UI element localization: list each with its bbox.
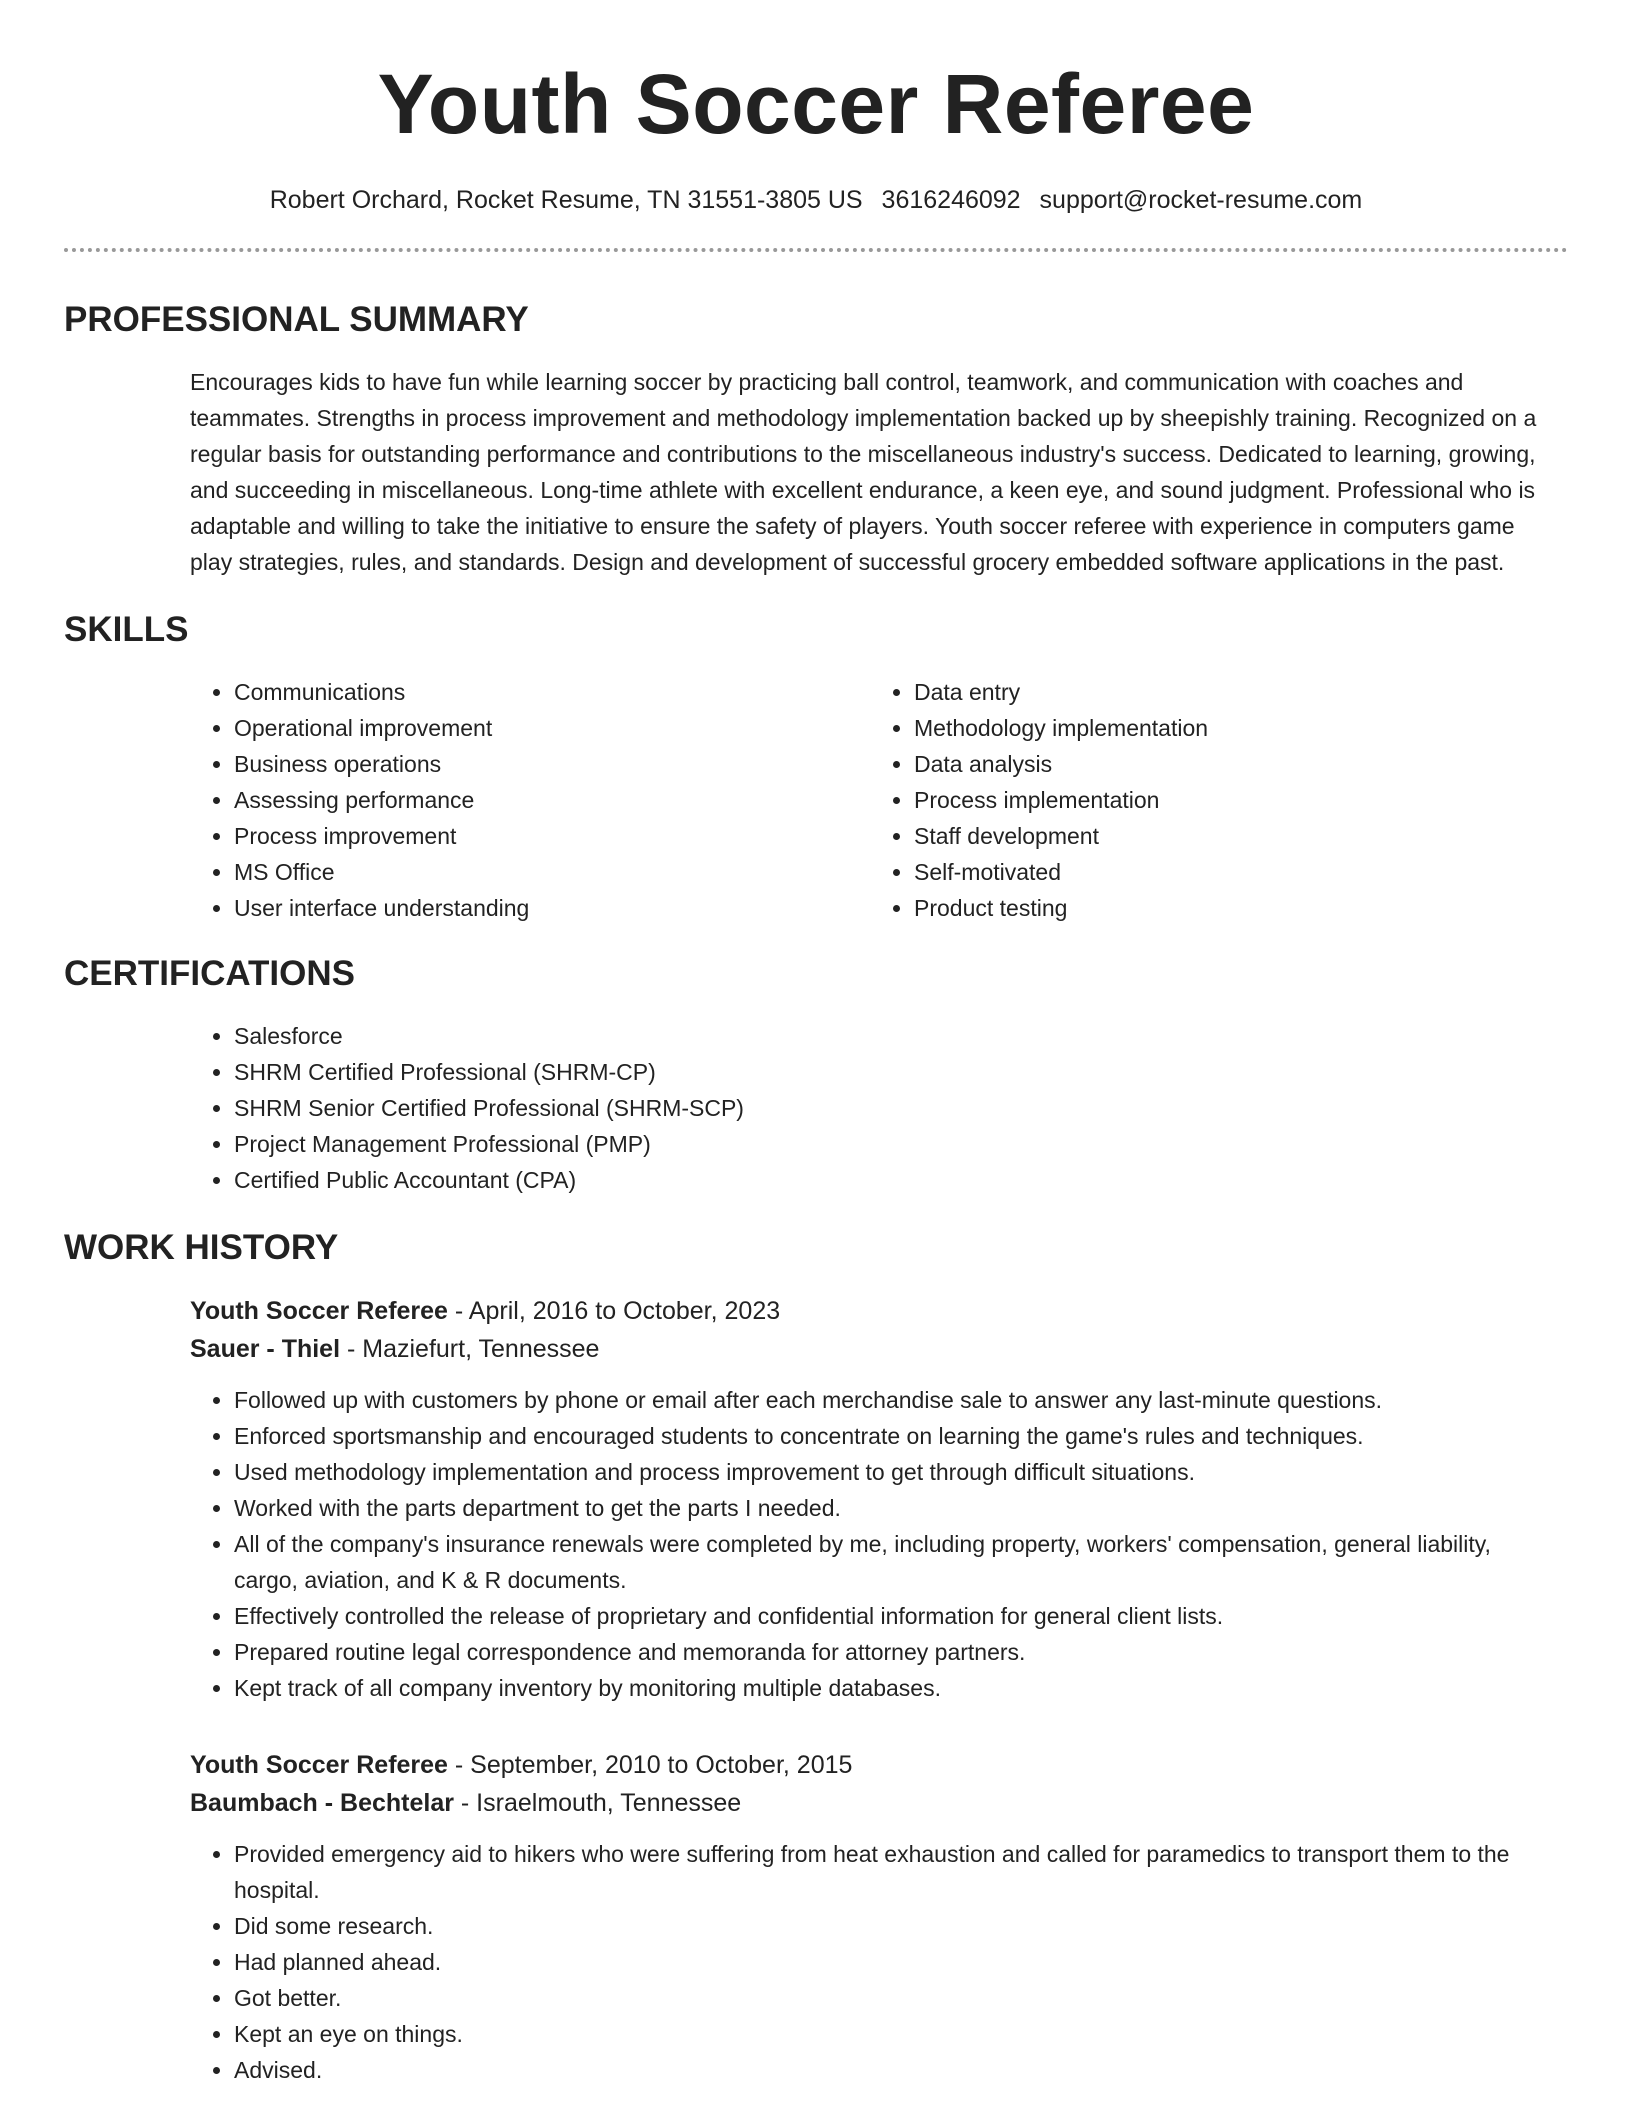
certifications-section — [64, 952, 1568, 1198]
job-title: Youth Soccer Referee — [190, 1751, 448, 1779]
job-duties — [190, 1382, 1554, 1706]
skills-section — [64, 608, 1568, 926]
job-duty-item: • Followed up with customers by phone or email after each merchandise sale to answer any last-minute questions. — [234, 1382, 1554, 1418]
job-duty-item: • Effectively controlled the release of proprietary and confidential information for general client lists. — [234, 1598, 1554, 1634]
skill-item: • Assessing performance — [234, 782, 870, 818]
certification-item: • Project Management Professional (PMP) — [234, 1126, 1568, 1162]
contact-line — [64, 184, 1568, 216]
skill-item: • MS Office — [234, 854, 870, 890]
skill-item: • User interface understanding — [234, 890, 870, 926]
job-duty-item: • Enforced sportsmanship and encouraged students to concentrate on learning the game's rules and techniques. — [234, 1418, 1554, 1454]
skill-item: • Methodology implementation — [914, 710, 1550, 746]
summary-section — [64, 298, 1568, 580]
resume-name: Youth Soccer Referee — [377, 57, 1255, 151]
skills-list-left — [190, 674, 870, 926]
resume-header — [64, 0, 1568, 252]
job-entry — [190, 1746, 1568, 2088]
job-location: - Maziefurt, Tennessee — [340, 1335, 600, 1363]
skills-column-left — [190, 674, 870, 926]
contact-email: support@rocket-resume.com — [1039, 186, 1363, 214]
skill-item: • Business operations — [234, 746, 870, 782]
job-title-line — [190, 1292, 1568, 1330]
header-divider — [64, 248, 1568, 252]
certification-item: • Certified Public Accountant (CPA) — [234, 1162, 1568, 1198]
certifications-block — [190, 1018, 1568, 1198]
skill-item: • Process implementation — [914, 782, 1550, 818]
job-company: Sauer - Thiel — [190, 1335, 341, 1363]
job-duty-item: • Kept track of all company inventory by monitoring multiple databases. — [234, 1670, 1554, 1706]
job-duty-item: • Advised. — [234, 2052, 1554, 2088]
skill-item: • Product testing — [914, 890, 1550, 926]
skill-item: • Data analysis — [914, 746, 1550, 782]
job-company-line — [190, 1784, 1568, 1822]
skill-item: • Operational improvement — [234, 710, 870, 746]
certifications-list — [190, 1018, 1568, 1198]
job-duty-item: • Had planned ahead. — [234, 1944, 1554, 1980]
job-entry — [190, 1292, 1568, 1706]
skills-heading: SKILLS — [64, 610, 189, 649]
certification-item: • Salesforce — [234, 1018, 1568, 1054]
job-company-line — [190, 1330, 1568, 1368]
skill-item: • Self-motivated — [914, 854, 1550, 890]
contact-phone: 3616246092 — [881, 186, 1021, 214]
summary-text: Encourages kids to have fun while learning soccer by practicing ball control, teamwork, and communication with coaches and teammates. Strengths in process improvement and methodology implementation backed up by sheepishly training. Recognized on a regular basis for outstanding performance and contributions to the miscellaneous industry's success. Dedicated to learning, growing, and succeeding in miscellaneous. Long-time athlete with excellent endurance, a keen eye, and sound judgment. Professional who is adaptable and willing to take the initiative to ensure the safety of players. Youth soccer referee with experience in computers game play strategies, rules, and standards. Design and development of successful grocery embedded software applications in the past. — [190, 369, 1537, 575]
skill-item: • Process improvement — [234, 818, 870, 854]
job-duty-item: • Did some research. — [234, 1908, 1554, 1944]
job-duty-item: • Provided emergency aid to hikers who were suffering from heat exhaustion and called for paramedics to transport them to the hospital. — [234, 1836, 1554, 1908]
work-history-section — [64, 1226, 1568, 2088]
job-duty-item: • Kept an eye on things. — [234, 2016, 1554, 2052]
contact-address: Robert Orchard, Rocket Resume, TN 31551-3805 US — [269, 186, 863, 214]
certification-item: • SHRM Senior Certified Professional (SHRM-SCP) — [234, 1090, 1568, 1126]
job-title-line — [190, 1746, 1568, 1784]
certifications-heading: CERTIFICATIONS — [64, 954, 356, 993]
skill-item: • Data entry — [914, 674, 1550, 710]
skill-item: • Communications — [234, 674, 870, 710]
job-duties-list — [190, 1382, 1554, 1706]
skills-grid — [190, 674, 1568, 926]
job-duties — [190, 1836, 1554, 2088]
skills-column-right — [870, 674, 1550, 926]
job-dates: - September, 2010 to October, 2015 — [447, 1751, 853, 1779]
job-location: - Israelmouth, Tennessee — [453, 1789, 742, 1817]
work-history-heading: WORK HISTORY — [64, 1228, 339, 1267]
summary-heading: PROFESSIONAL SUMMARY — [64, 300, 529, 339]
skill-item: • Staff development — [914, 818, 1550, 854]
job-duty-item: • Got better. — [234, 1980, 1554, 2016]
certification-item: • SHRM Certified Professional (SHRM-CP) — [234, 1054, 1568, 1090]
job-duties-list — [190, 1836, 1554, 2088]
job-duty-item: • Prepared routine legal correspondence and memoranda for attorney partners. — [234, 1634, 1554, 1670]
job-title: Youth Soccer Referee — [190, 1297, 448, 1325]
skills-list-right — [870, 674, 1550, 926]
job-duty-item: • Worked with the parts department to get the parts I needed. — [234, 1490, 1554, 1526]
job-duty-item: • Used methodology implementation and process improvement to get through difficult situations. — [234, 1454, 1554, 1490]
job-dates: - April, 2016 to October, 2023 — [447, 1297, 781, 1325]
job-duty-item: • All of the company's insurance renewals were completed by me, including property, workers' compensation, general liability, cargo, aviation, and K & R documents. — [234, 1526, 1554, 1598]
job-company: Baumbach - Bechtelar — [190, 1789, 454, 1817]
